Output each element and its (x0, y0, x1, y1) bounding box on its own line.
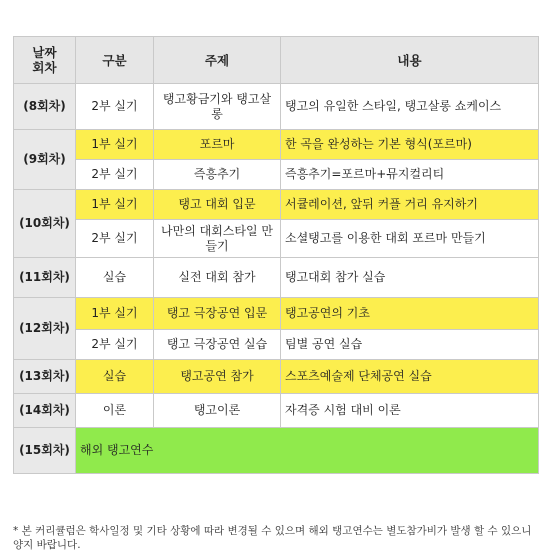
session-label: (13회차) (14, 360, 76, 394)
session-label: (12회차) (14, 298, 76, 360)
header-topic: 주제 (154, 37, 281, 84)
footnote: * 본 커리큘럼은 학사일정 및 기타 상황에 따라 변경될 수 있으며 해외 탱고연수는 별도참가비가 발생 할 수 있으니 양지 바랍니다. (13, 525, 532, 551)
content-cell: 한 곡을 완성하는 기본 형식(포르마) (281, 130, 539, 160)
content-cell: 소셜탱고를 이용한 대회 포르마 만들기 (281, 220, 539, 258)
content-cell: 즉흥추기=포르마+뮤지컬리티 (281, 160, 539, 190)
type-cell: 1부 실기 (76, 130, 154, 160)
topic-cell: 포르마 (154, 130, 281, 160)
type-cell: 실습 (76, 360, 154, 394)
topic-cell: 탱고 극장공연 실습 (154, 330, 281, 360)
topic-cell: 탱고이론 (154, 394, 281, 428)
session-label: (9회차) (14, 130, 76, 190)
type-cell: 1부 실기 (76, 298, 154, 330)
topic-cell: 즉흥추기 (154, 160, 281, 190)
type-cell: 2부 실기 (76, 330, 154, 360)
table-row (14, 298, 539, 330)
session-label: (8회차) (14, 84, 76, 130)
topic-cell: 나만의 대회스타일 만들기 (154, 220, 281, 258)
content-cell: 탱고공연의 기초 (281, 298, 539, 330)
type-cell: 2부 실기 (76, 160, 154, 190)
header-session: 날짜 회차 (14, 37, 76, 84)
session-label: (14회차) (14, 394, 76, 428)
topic-cell: 탱고황금기와 탱고살롱 (154, 84, 281, 130)
type-cell: 1부 실기 (76, 190, 154, 220)
header-row (14, 37, 539, 84)
table-row (14, 190, 539, 220)
merged-content: 해외 탱고연수 (76, 428, 539, 474)
table-row (14, 394, 539, 428)
table-row (14, 258, 539, 298)
session-label: (15회차) (14, 428, 76, 474)
content-cell: 자격증 시험 대비 이론 (281, 394, 539, 428)
table-row (14, 330, 539, 360)
curriculum-table (13, 36, 539, 474)
table-row (14, 220, 539, 258)
table-row (14, 130, 539, 160)
header-type: 구분 (76, 37, 154, 84)
content-cell: 탱고대회 참가 실습 (281, 258, 539, 298)
table-row (14, 84, 539, 130)
type-cell: 2부 실기 (76, 84, 154, 130)
type-cell: 실습 (76, 258, 154, 298)
type-cell: 2부 실기 (76, 220, 154, 258)
topic-cell: 실전 대회 참가 (154, 258, 281, 298)
session-label: (11회차) (14, 258, 76, 298)
table-row (14, 160, 539, 190)
table-row (14, 428, 539, 474)
table-row (14, 360, 539, 394)
content-cell: 스포츠예술제 단체공연 실습 (281, 360, 539, 394)
session-label: (10회차) (14, 190, 76, 258)
content-cell: 팀별 공연 실습 (281, 330, 539, 360)
content-cell: 탱고의 유일한 스타일, 탱고살롱 쇼케이스 (281, 84, 539, 130)
type-cell: 이론 (76, 394, 154, 428)
header-content: 내용 (281, 37, 539, 84)
content-cell: 서큘레이션, 앞뒤 커플 거리 유지하기 (281, 190, 539, 220)
topic-cell: 탱고 극장공연 입문 (154, 298, 281, 330)
topic-cell: 탱고 대회 입문 (154, 190, 281, 220)
topic-cell: 탱고공연 참가 (154, 360, 281, 394)
